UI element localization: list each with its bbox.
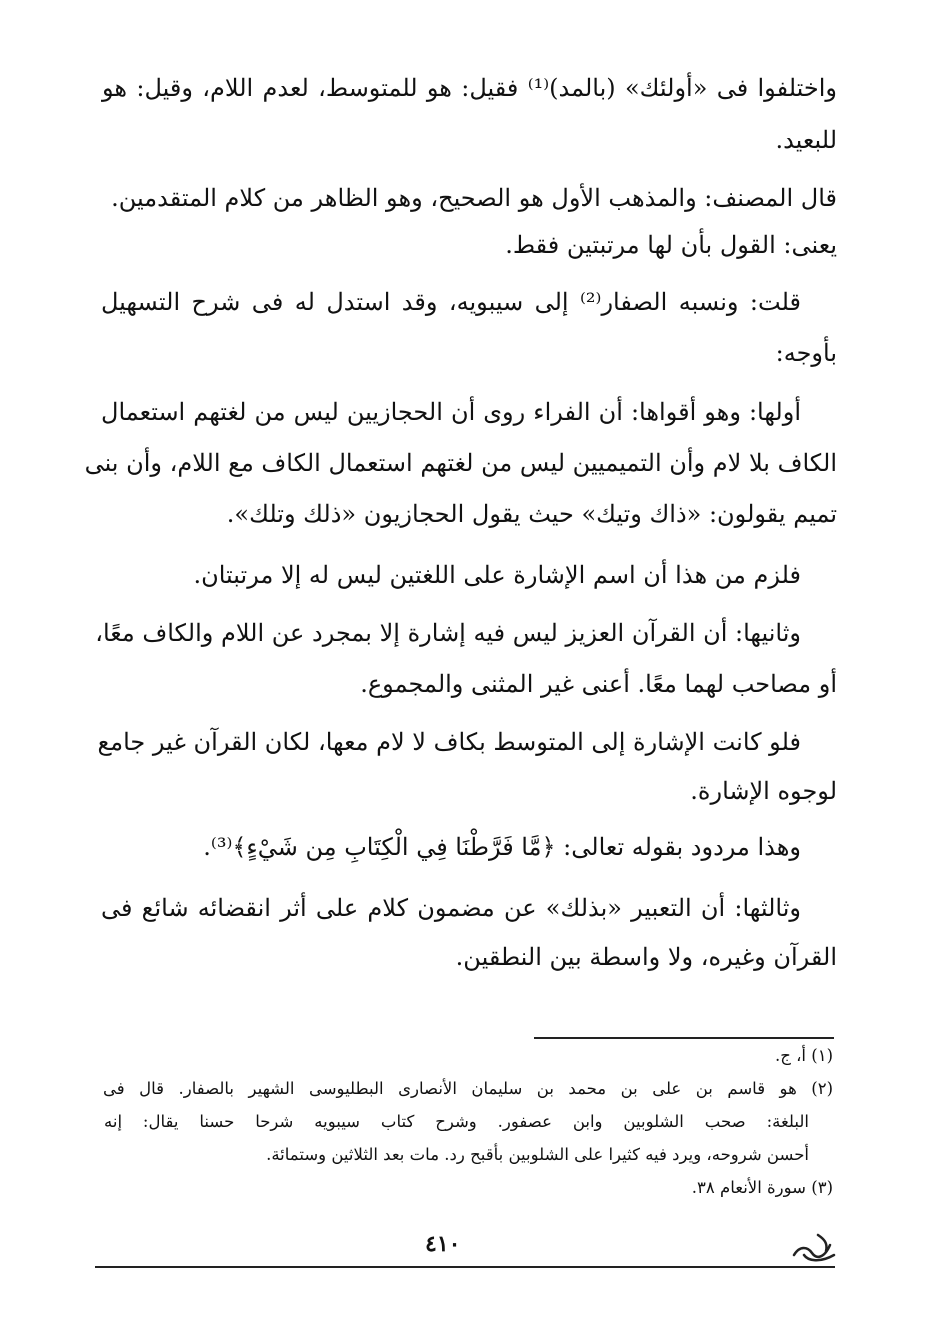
body-line-15: وهذا مردود بقوله تعالى: ﴿مَّا فَرَّطْنَا فِي الْكِتَابِ مِن شَيْءٍ﴾⁽³⁾. — [203, 833, 801, 861]
footnote-3: (٣) سورة الأنعام ٣٨. — [691, 1178, 833, 1197]
body-line-3: قال المصنف: والمذهب الأول هو الصحيح، وهو الظاهر من كلام المتقدمين. — [111, 184, 837, 212]
body-line-6: بأوجه: — [775, 339, 837, 367]
body-line-9: تميم يقولون: «ذاك وتيك» حيث يقول الحجازيون «ذلك وتلك». — [226, 500, 837, 528]
page-number: ٤١٠ — [425, 1231, 461, 1257]
page-bottom-rule — [95, 1266, 835, 1268]
body-line-13: فلو كانت الإشارة إلى المتوسط بكاف لا لام معها، لكان القرآن غير جامع — [97, 728, 801, 756]
body-line-1: واختلفوا فى «أولئك» (بالمد)⁽¹⁾ فقيل: هو للمتوسط، لعدم اللام، وقيل: هو — [102, 74, 837, 102]
body-line-5: قلت: ونسبه الصفار⁽²⁾ إلى سيبويه، وقد استدل له فى شرح التسهيل — [101, 288, 801, 316]
footnote-1: (١) أ، ج. — [774, 1046, 833, 1065]
body-line-14: لوجوه الإشارة. — [690, 777, 837, 805]
body-line-8: الكاف بلا لام وأن التميميين ليس من لغتهم استعمال الكاف مع اللام، وأن بنى — [84, 449, 837, 477]
footnote-2-cont-2: أحسن شروحه، ويرد فيه كثيرا على الشلوبين بأقبح رد. مات بعد الثلاثين وستمائة. — [266, 1145, 809, 1164]
footnote-separator — [534, 1037, 834, 1039]
footnote-2-cont-1: البلغة: صحب الشلوبين وابن عصفور. وشرح كتاب سيبويه شرحا حسنا يقال: إنه — [104, 1112, 809, 1131]
footnote-2: (٢) هو قاسم بن على بن محمد بن سليمان الأنصارى البطليوسى الشهير بالصفار. قال فى — [103, 1079, 833, 1098]
body-line-10: فلزم من هذا أن اسم الإشارة على اللغتين ليس له إلا مرتبتان. — [193, 561, 801, 589]
body-line-16: وثالثها: أن التعبير «بذلك» عن مضمون كلام على أثر انقضائه شائع فى — [101, 894, 801, 922]
body-line-4: يعنى: القول بأن لها مرتبتين فقط. — [505, 231, 837, 259]
body-line-12: أو مصاحب لهما معًا. أعنى غير المثنى والمجموع. — [360, 670, 837, 698]
signature-mark-icon — [790, 1225, 840, 1265]
body-line-11: وثانيها: أن القرآن العزيز ليس فيه إشارة إلا بمجرد عن اللام والكاف معًا، — [95, 619, 801, 647]
body-line-17: القرآن وغيره، ولا واسطة بين النطقين. — [455, 943, 837, 971]
body-line-7: أولها: وهو أقواها: أن الفراء روى أن الحجازيين ليس من لغتهم استعمال — [101, 398, 801, 426]
body-line-2: للبعيد. — [775, 126, 837, 154]
